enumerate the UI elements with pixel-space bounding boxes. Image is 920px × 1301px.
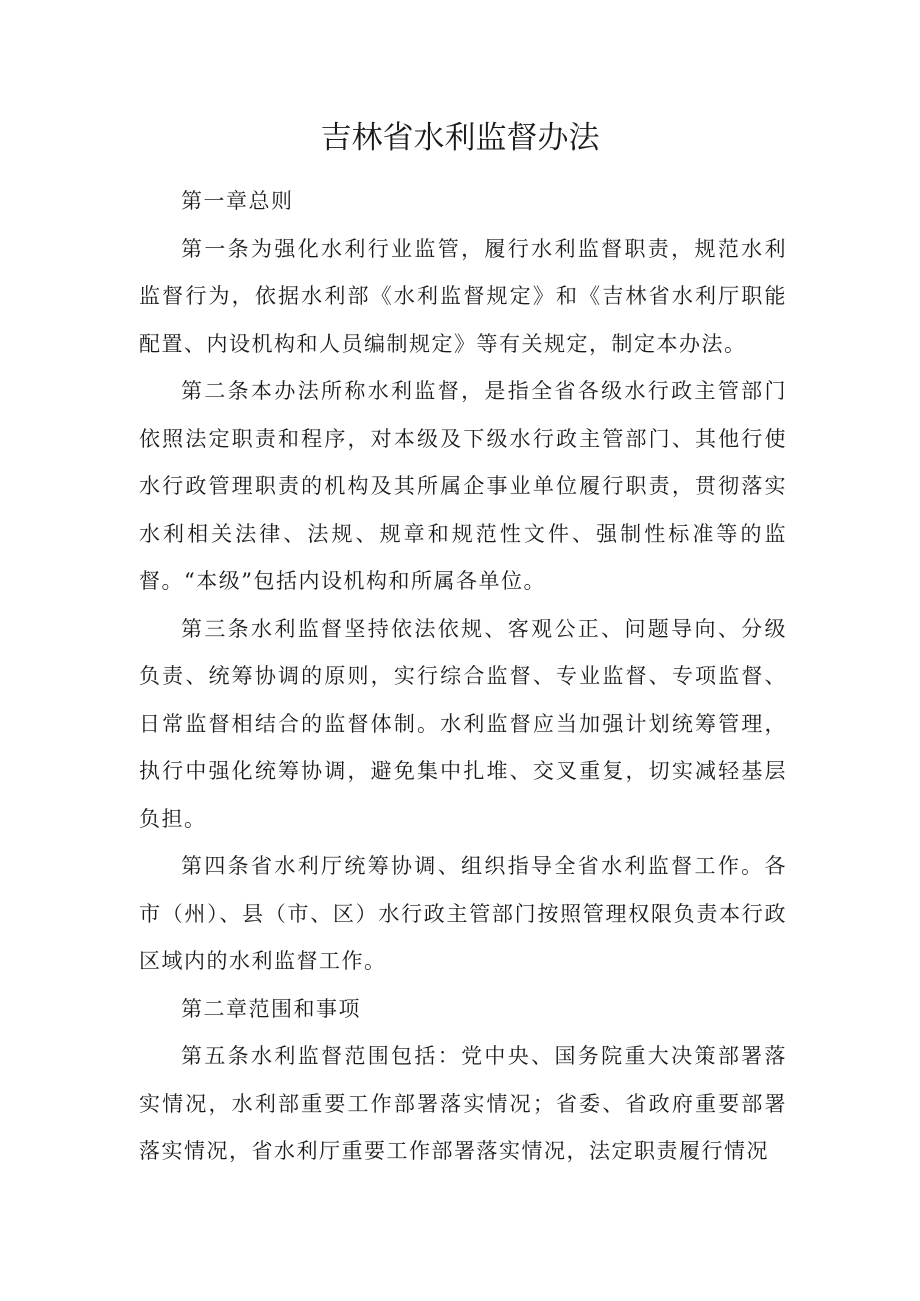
article-paragraph: 第二条本办法所称水利监督，是指全省各级水行政主管部门依照法定职责和程序，对本级及下级水行政主管部门、其他行使水行政管理职责的机构及其所属企事业单位履行职责，贯彻落实水利相关法律、法规、规章和规范性文件、强制性标准等的监督。“本级”包括内设机构和所属各单位。: [139, 379, 787, 593]
article-paragraph: 第五条水利监督范围包括：党中央、国务院重大决策部署落实情况，水利部重要工作部署落实情况；省委、省政府重要部署落实情况，省水利厅重要工作部署落实情况，法定职责履行情况: [139, 1044, 787, 1163]
document-body: [139, 178, 787, 1176]
document-title: 吉林省水利监督办法: [320, 120, 600, 156]
article-paragraph: 第四条省水利厅统筹协调、组织指导全省水利监督工作。各市（州）、县（市、区）水行政主管部门按照管理权限负责本行政区域内的水利监督工作。: [139, 854, 787, 973]
article-paragraph: 第一条为强化水利行业监管，履行水利监督职责，规范水利监督行为，依据水利部《水利监督规定》和《吉林省水利厅职能配置、内设机构和人员编制规定》等有关规定，制定本办法。: [139, 236, 787, 356]
chapter-heading: 第一章总则: [181, 189, 294, 213]
chapter-heading: 第二章范围和事项: [181, 996, 361, 1021]
article-paragraph: 第三条水利监督坚持依法依规、客观公正、问题导向、分级负责、统筹协调的原则，实行综合监督、专业监督、专项监督、日常监督相结合的监督体制。水利监督应当加强计划统筹管理，执行中强化统筹协调，避免集中扎堆、交叉重复，切实减轻基层负担。: [139, 616, 787, 831]
